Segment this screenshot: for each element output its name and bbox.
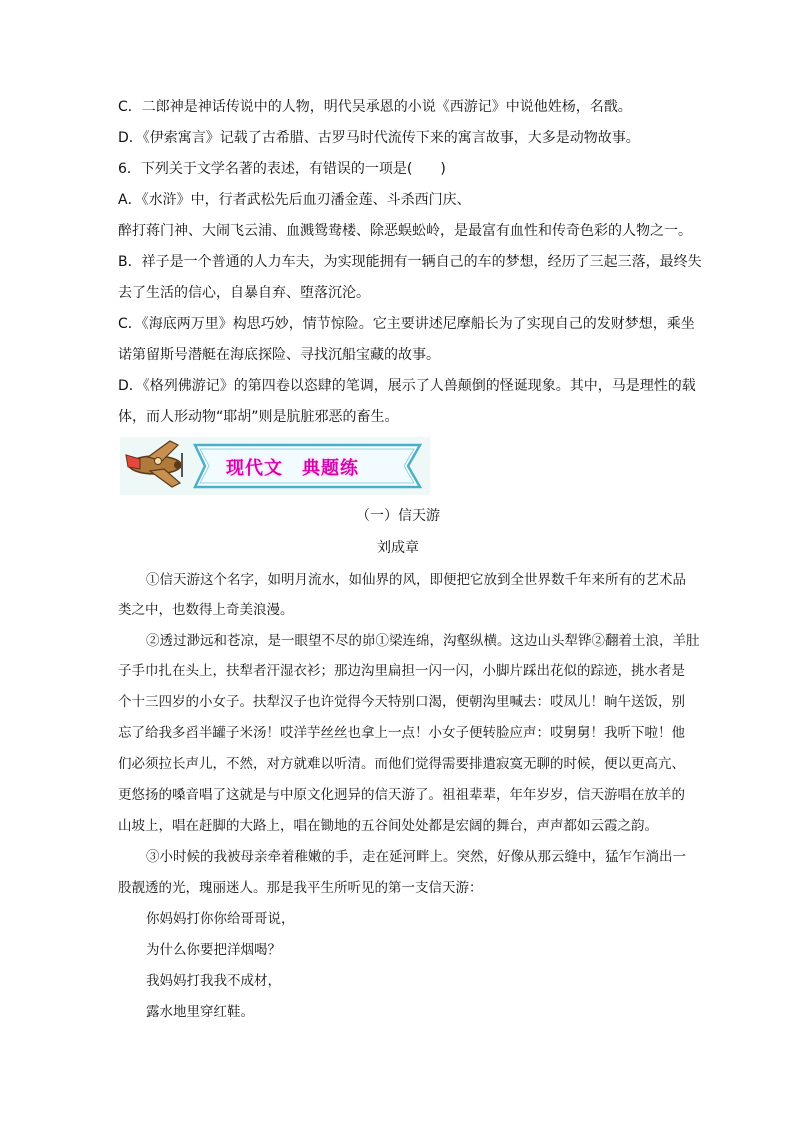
paragraph-2-line-6: 更悠扬的嗓音唱了这就是与中原文化迥异的信天游了。祖祖辈辈，年年岁岁，信天游唱在放羊的 — [118, 787, 685, 803]
paragraph-2-line-2: 子手巾扎在头上，扶犁者汗湿衣衫；那边沟里扁担一闪一闪，小脚片踩出花似的踪迹，挑水者是 — [118, 663, 685, 679]
verse-line: 你妈妈打你你给哥哥说， — [146, 911, 295, 927]
paragraph-1-line-2: 类之中，也数得上奇美浪漫。 — [118, 602, 294, 618]
option-a-line-1: A．《水浒》中，行者武松先后血刃潘金莲、斗杀西门庆、 — [118, 192, 471, 208]
paragraph-2-line-4: 忘了给我多舀半罐子米汤！哎洋芋丝丝也拿上一点！小女子便转脸应声：哎舅舅！我听下啦！他 — [118, 725, 685, 741]
paragraph-3-line-1: ③小时候的我被母亲牵着稚嫩的手，走在延河畔上。突然，好像从那云缝中，猛乍乍淌出一 — [146, 849, 686, 865]
option-d-line-2: 体，而人形动物“耶胡”则是肮脏邪恶的畜生。 — [118, 409, 399, 425]
paragraph-1-line-1: ①信天游这个名字，如明月流水，如仙界的风，即便把它放到全世界数千年来所有的艺术品 — [146, 572, 686, 588]
option-b-line-2: 去了生活的信心，自暴自弃、堕落沉沦。 — [118, 285, 370, 301]
article-author: 刘成章 — [377, 540, 419, 556]
paragraph-2-line-7: 山坡上，唱在赶脚的大路上，唱在锄地的五谷间处处都是宏阔的舞台，声声都如云霞之韵。 — [118, 818, 658, 834]
option-a-line-2: 醉打蒋门神、大闹飞云浦、血溅鸳鸯楼、除恶蜈蚣岭，是最富有血性和传奇色彩的人物之一。 — [118, 223, 692, 239]
article-section-title: （一）信天游 — [356, 508, 440, 524]
paragraph-2-line-3: 个十三四岁的小女子。扶犁汉子也许觉得今天特别口渴，便朝沟里喊去：哎凤儿！晌午送饭，别 — [118, 694, 685, 710]
verse-line: 我妈妈打我我不成材， — [146, 973, 281, 989]
option-c-previous: C．二郎神是神话传说中的人物，明代吴承恩的小说《西游记》中说他姓杨，名戬。 — [118, 99, 632, 115]
verse-line: 露水地里穿红鞋。 — [146, 1004, 254, 1020]
paragraph-3-line-2: 股靓透的光，瑰丽迷人。那是我平生所听见的第一支信天游： — [118, 880, 483, 896]
option-d-line-1: D．《格列佛游记》的第四卷以恣肆的笔调，展示了人兽颠倒的怪诞现象。其中，马是理性的载 — [118, 378, 696, 394]
paragraph-2-line-1: ②透过渺远和苍凉，是一眼望不尽的峁①梁连绵，沟壑纵横。这边山头犁铧②翻着土浪，羊肚 — [146, 633, 700, 649]
option-c-line-1: C．《海底两万里》构思巧妙，情节惊险。它主要讲述尼摩船长为了实现自己的发财梦想，乘坐 — [118, 316, 695, 332]
question-6-stem: 6．下列关于文学名著的表述，有错误的一项是( ) — [118, 161, 446, 177]
banner-title: 现代文 典题练 — [226, 458, 359, 479]
option-c-line-2: 诺第留斯号潜艇在海底探险、寻找沉船宝藏的故事。 — [118, 347, 440, 363]
option-d-previous: D．《伊索寓言》记载了古希腊、古罗马时代流传下来的寓言故事，大多是动物故事。 — [118, 130, 640, 146]
paragraph-2-line-5: 们必须拉长声儿，不然，对方就难以听清。而他们觉得需要排遣寂寞无聊的时候，便以更高亢、 — [118, 756, 685, 772]
verse-line: 为什么你要把洋烟喝？ — [146, 942, 281, 958]
option-b-line-1: B．祥子是一个普通的人力车夫，为实现能拥有一辆自己的车的梦想，经历了三起三落，最终失 — [118, 254, 702, 270]
